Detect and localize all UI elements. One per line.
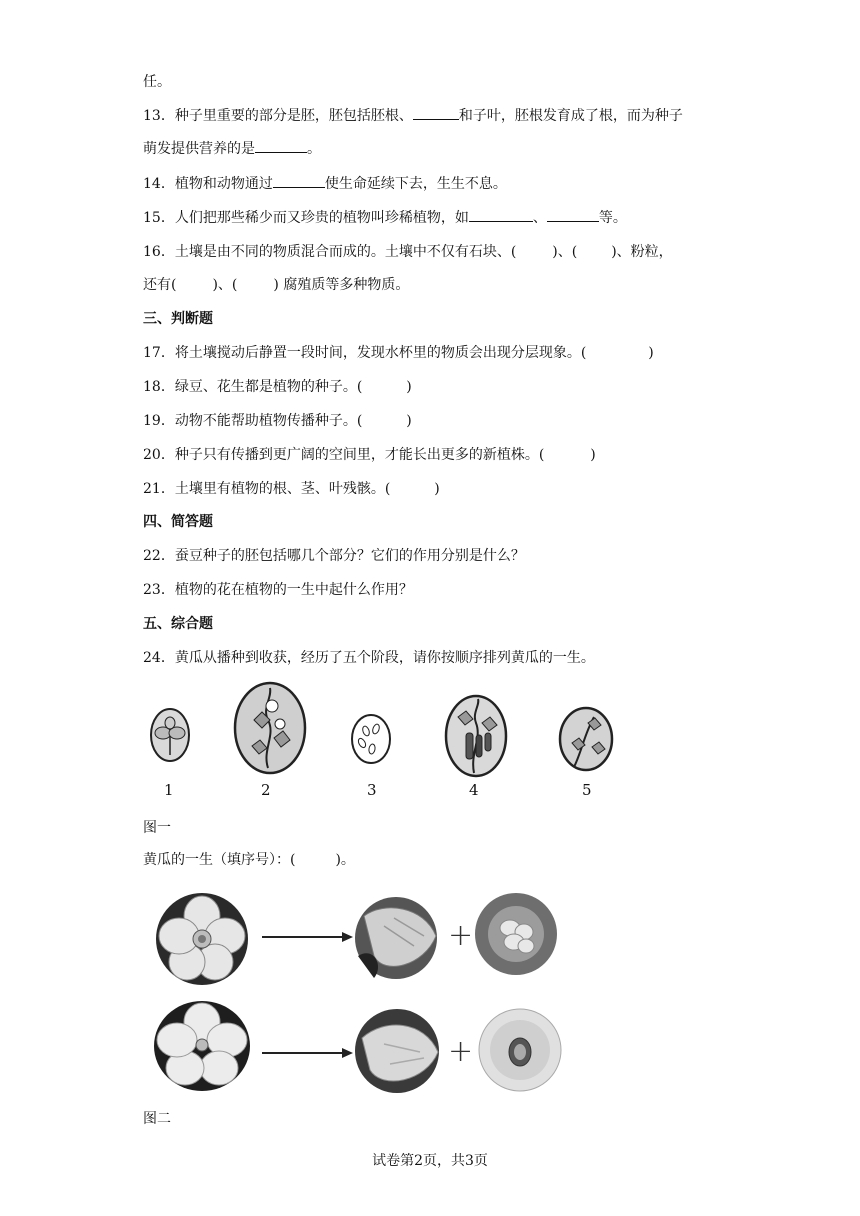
- text-fragment: ) 腐殖质等多种物质。: [273, 277, 410, 293]
- text-fragment: 黄瓜的一生（填序号）：(: [143, 852, 296, 868]
- male-flower-petal-photo: [354, 896, 438, 980]
- text-fragment: 24．黄瓜从播种到收获，经历了五个阶段，请你按顺序排列黄瓜的一生。: [143, 650, 595, 666]
- answer-line: [143, 850, 355, 870]
- answer-blank[interactable]: [469, 207, 533, 222]
- page-footer: 试卷第2页，共3页: [372, 1153, 488, 1169]
- fruiting-stage-image: [444, 693, 508, 779]
- text-fragment: )。: [335, 852, 355, 868]
- question-16: [143, 242, 673, 262]
- female-flower-petal-photo: [354, 1008, 440, 1094]
- question-17: [143, 343, 654, 363]
- male-flower-core-photo: [474, 892, 558, 976]
- text-fragment: ): [590, 447, 596, 463]
- text-fragment: 16．土壤是由不同的物质混合而成的。土壤中不仅有石块、(: [143, 244, 517, 260]
- question-13-cont: [143, 138, 321, 159]
- text-fragment: )、(: [552, 244, 578, 260]
- vine-stage-image: [558, 705, 614, 773]
- seeds-stage-image: [350, 713, 392, 765]
- section-title: 四、简答题: [143, 514, 213, 530]
- question-23: [143, 580, 413, 600]
- plus-icon: +: [448, 918, 474, 953]
- section-title: 三、判断题: [143, 311, 213, 327]
- text-fragment: 还有(: [143, 277, 177, 293]
- answer-blank[interactable]: [273, 173, 325, 188]
- question-14: [143, 173, 507, 194]
- text-fragment: 22．蚕豆种子的胚包括哪几个部分？它们的作用分别是什么？: [143, 548, 525, 564]
- answer-blank[interactable]: [255, 138, 307, 153]
- stage-number: 4: [469, 781, 479, 799]
- question-22: [143, 546, 525, 566]
- question-18: [143, 377, 412, 397]
- text-fragment: ): [434, 481, 440, 497]
- text-fragment: 15．人们把那些稀少而又珍贵的植物叫珍稀植物，如: [143, 210, 469, 226]
- continued-text: [143, 72, 171, 92]
- text-fragment: 使生命延续下去，生生不息。: [324, 176, 507, 192]
- text-fragment: 21．土壤里有植物的根、茎、叶残骸。(: [143, 481, 391, 497]
- text-fragment: ): [406, 379, 412, 395]
- text-fragment: )、(: [212, 277, 238, 293]
- text-fragment: )、粉粒，: [611, 244, 673, 260]
- text-fragment: 。: [307, 141, 321, 157]
- figure-caption: 图二: [143, 1111, 171, 1127]
- text-fragment: 13．种子里重要的部分是胚，胚包括胚根、: [143, 108, 413, 124]
- stage-number: 5: [582, 781, 592, 799]
- text-fragment: 任。: [143, 74, 171, 90]
- text-fragment: 19．动物不能帮助植物传播种子。(: [143, 413, 363, 429]
- question-13: [143, 105, 683, 126]
- stage-number: 3: [367, 781, 377, 799]
- text-fragment: 14．植物和动物通过: [143, 176, 273, 192]
- text-fragment: 、: [532, 210, 547, 226]
- text-fragment: 和子叶，胚根发育成了根，而为种子: [458, 108, 683, 124]
- female-flower-photo: [153, 1000, 251, 1092]
- question-16-cont: [143, 275, 409, 295]
- seedling-stage-image: [148, 705, 192, 765]
- male-flower-photo: [155, 892, 249, 986]
- flowering-stage-image: [232, 680, 308, 776]
- female-flower-core-photo: [478, 1008, 562, 1092]
- plus-icon: +: [448, 1034, 474, 1069]
- section-title: 五、综合题: [143, 616, 213, 632]
- question-20: [143, 445, 596, 465]
- stage-number: 1: [164, 781, 174, 799]
- question-21: [143, 479, 440, 499]
- text-fragment: ): [648, 345, 654, 361]
- text-fragment: 萌发提供营养的是: [143, 141, 255, 157]
- text-fragment: 17．将土壤搅动后静置一段时间，发现水杯里的物质会出现分层现象。(: [143, 345, 587, 361]
- text-fragment: 20．种子只有传播到更广阔的空间里，才能长出更多的新植株。(: [143, 447, 545, 463]
- text-fragment: 等。: [598, 210, 627, 226]
- arrow-right-icon: [262, 1046, 354, 1060]
- stage-number: 2: [261, 781, 271, 799]
- arrow-right-icon: [262, 930, 354, 944]
- text-fragment: ): [406, 413, 412, 429]
- section-heading: [143, 309, 213, 329]
- question-24: [143, 648, 595, 668]
- text-fragment: 18．绿豆、花生都是植物的种子。(: [143, 379, 363, 395]
- figure-caption: 图一: [143, 820, 171, 836]
- section-heading: [143, 614, 213, 634]
- text-fragment: 23．植物的花在植物的一生中起什么作用？: [143, 582, 413, 598]
- answer-blank[interactable]: [547, 207, 599, 222]
- answer-blank[interactable]: [413, 105, 459, 120]
- question-15: [143, 207, 627, 228]
- section-heading: [143, 512, 213, 532]
- question-19: [143, 411, 412, 431]
